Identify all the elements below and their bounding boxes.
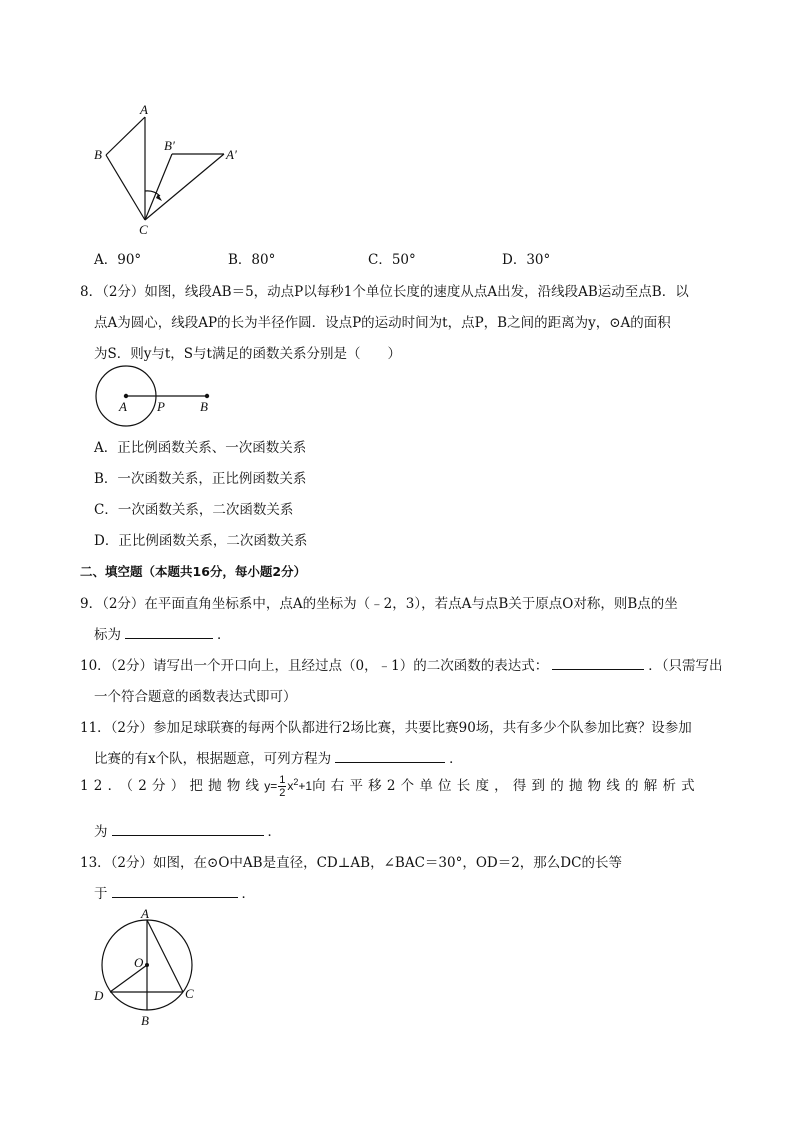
q7-label-A: A — [140, 102, 148, 117]
q8-point-B — [205, 394, 209, 398]
q13-text-line-1: 13．（2分）如图，在⊙O中AB是直径，CD⊥AB，∠BAC＝30°，OD＝2，那么DC的长等 — [80, 855, 622, 871]
q12-formula-sup: 2 — [293, 777, 299, 787]
q13-label-C: C — [185, 986, 194, 1001]
q12-formula-x: x — [287, 779, 294, 793]
q12-formula — [264, 774, 313, 800]
q8-label-A: A — [119, 399, 127, 414]
q8-text-line-3: 为S．则y与t，S与t满足的函数关系分别是（ ） — [94, 346, 401, 362]
q12-formula-y: y= — [264, 779, 278, 793]
q7-option-a: A．90° — [94, 252, 142, 268]
q7-segment-BpC — [145, 154, 172, 220]
q7-label-C: C — [139, 222, 148, 237]
q12-text-line-2 — [94, 820, 281, 840]
q13-text-line-2 — [94, 882, 255, 902]
q9-text-line-1: 9．（2分）在平面直角坐标系中，点A的坐标为（﹣2，3），若点A与点B关于原点O对称，则B点的坐 — [80, 596, 678, 612]
q8-option-a: A．正比例函数关系、一次函数关系 — [94, 440, 307, 456]
q11-text-line-1: 11．（2分）参加足球联赛的每两个队都进行2场比赛，共要比赛90场，共有多少个队参加比赛？设参加 — [80, 720, 692, 736]
q8-text-line-1: 8．（2分）如图，线段AB＝5，动点P以每秒1个单位长度的速度从点A出发，沿线段AB运动至点B．以 — [80, 284, 689, 300]
q11-text-line-2 — [94, 747, 463, 767]
q8-figure — [92, 364, 222, 430]
q7-option-b: B．80° — [228, 252, 276, 268]
q12-frac-num: 1 — [279, 774, 286, 787]
q7-label-Bprime: B′ — [164, 138, 175, 153]
q10-text-line-2: 一个符合题意的函数表达式即可） — [94, 689, 297, 705]
q8-text-line-2: 点A为圆心，线段AP的长为半径作圆．设点P的运动时间为t，点P，B之间的距离为y，⊙A的面积 — [94, 315, 671, 331]
q7-label-Aprime: A′ — [226, 147, 237, 162]
q9-answer-blank[interactable] — [125, 626, 213, 639]
q7-segment-BC — [106, 155, 145, 220]
section-2-heading: 二、填空题（本题共16分，每小题2分） — [80, 564, 307, 579]
q12-fraction — [278, 774, 286, 799]
q7-option-d: D．30° — [502, 252, 551, 268]
q8-option-d: D．正比例函数关系，二次函数关系 — [94, 533, 308, 549]
q12-formula-tail: +1 — [298, 779, 313, 793]
q13-label-O: O — [134, 955, 144, 970]
q12-answer-blank[interactable] — [112, 823, 264, 836]
q9-text-line-2 — [94, 623, 231, 643]
q11-line2-prefix: 比赛的有x个队，根据题意，可列方程为 — [94, 751, 332, 767]
q11-answer-blank[interactable] — [335, 750, 445, 763]
q7-segment-ApC — [145, 154, 224, 220]
q13-point-O — [145, 963, 149, 967]
q12-line2-prefix: 为 — [94, 824, 108, 840]
q10-line1-prefix: 10．（2分）请写出一个开口向上，且经过点（0，﹣1）的二次函数的表达式： — [80, 658, 549, 674]
q8-option-c: C．一次函数关系，二次函数关系 — [94, 502, 294, 518]
q12-frac-den: 2 — [279, 787, 286, 800]
q8-option-b: B．一次函数关系，正比例函数关系 — [94, 471, 307, 487]
q12-line1-prefix: 12．（2分）把抛物线 — [80, 778, 265, 794]
q7-option-c: C．50° — [368, 252, 416, 268]
q13-chord-AC — [147, 920, 183, 992]
q13-figure — [90, 905, 210, 1030]
q12-line1-suffix: 向右平移2个单位长度，得到的抛物线的解析式 — [312, 778, 700, 794]
q8-label-P: P — [157, 399, 165, 414]
q13-label-A: A — [141, 906, 149, 921]
q7-label-B: B — [94, 147, 102, 162]
q8-point-A — [124, 394, 128, 398]
q9-line2-suffix: ． — [217, 627, 231, 643]
q9-line2-prefix: 标为 — [94, 627, 121, 643]
q12-text-line-1 — [80, 774, 700, 799]
q8-label-B: B — [200, 399, 208, 414]
q11-line2-suffix: ． — [449, 751, 463, 767]
q13-line2-suffix: ． — [241, 886, 255, 902]
q13-line2-prefix: 于 — [94, 886, 108, 902]
q10-text-line-1 — [80, 654, 722, 674]
q7-figure — [90, 100, 250, 238]
q12-line2-suffix: ． — [267, 824, 281, 840]
q10-answer-blank[interactable] — [552, 657, 644, 670]
q13-label-D: D — [94, 988, 104, 1003]
q13-label-B: B — [141, 1013, 149, 1028]
q7-segment-AB — [106, 117, 145, 155]
q10-line1-suffix: ．（只需写出 — [648, 658, 723, 674]
q13-answer-blank[interactable] — [112, 885, 238, 898]
